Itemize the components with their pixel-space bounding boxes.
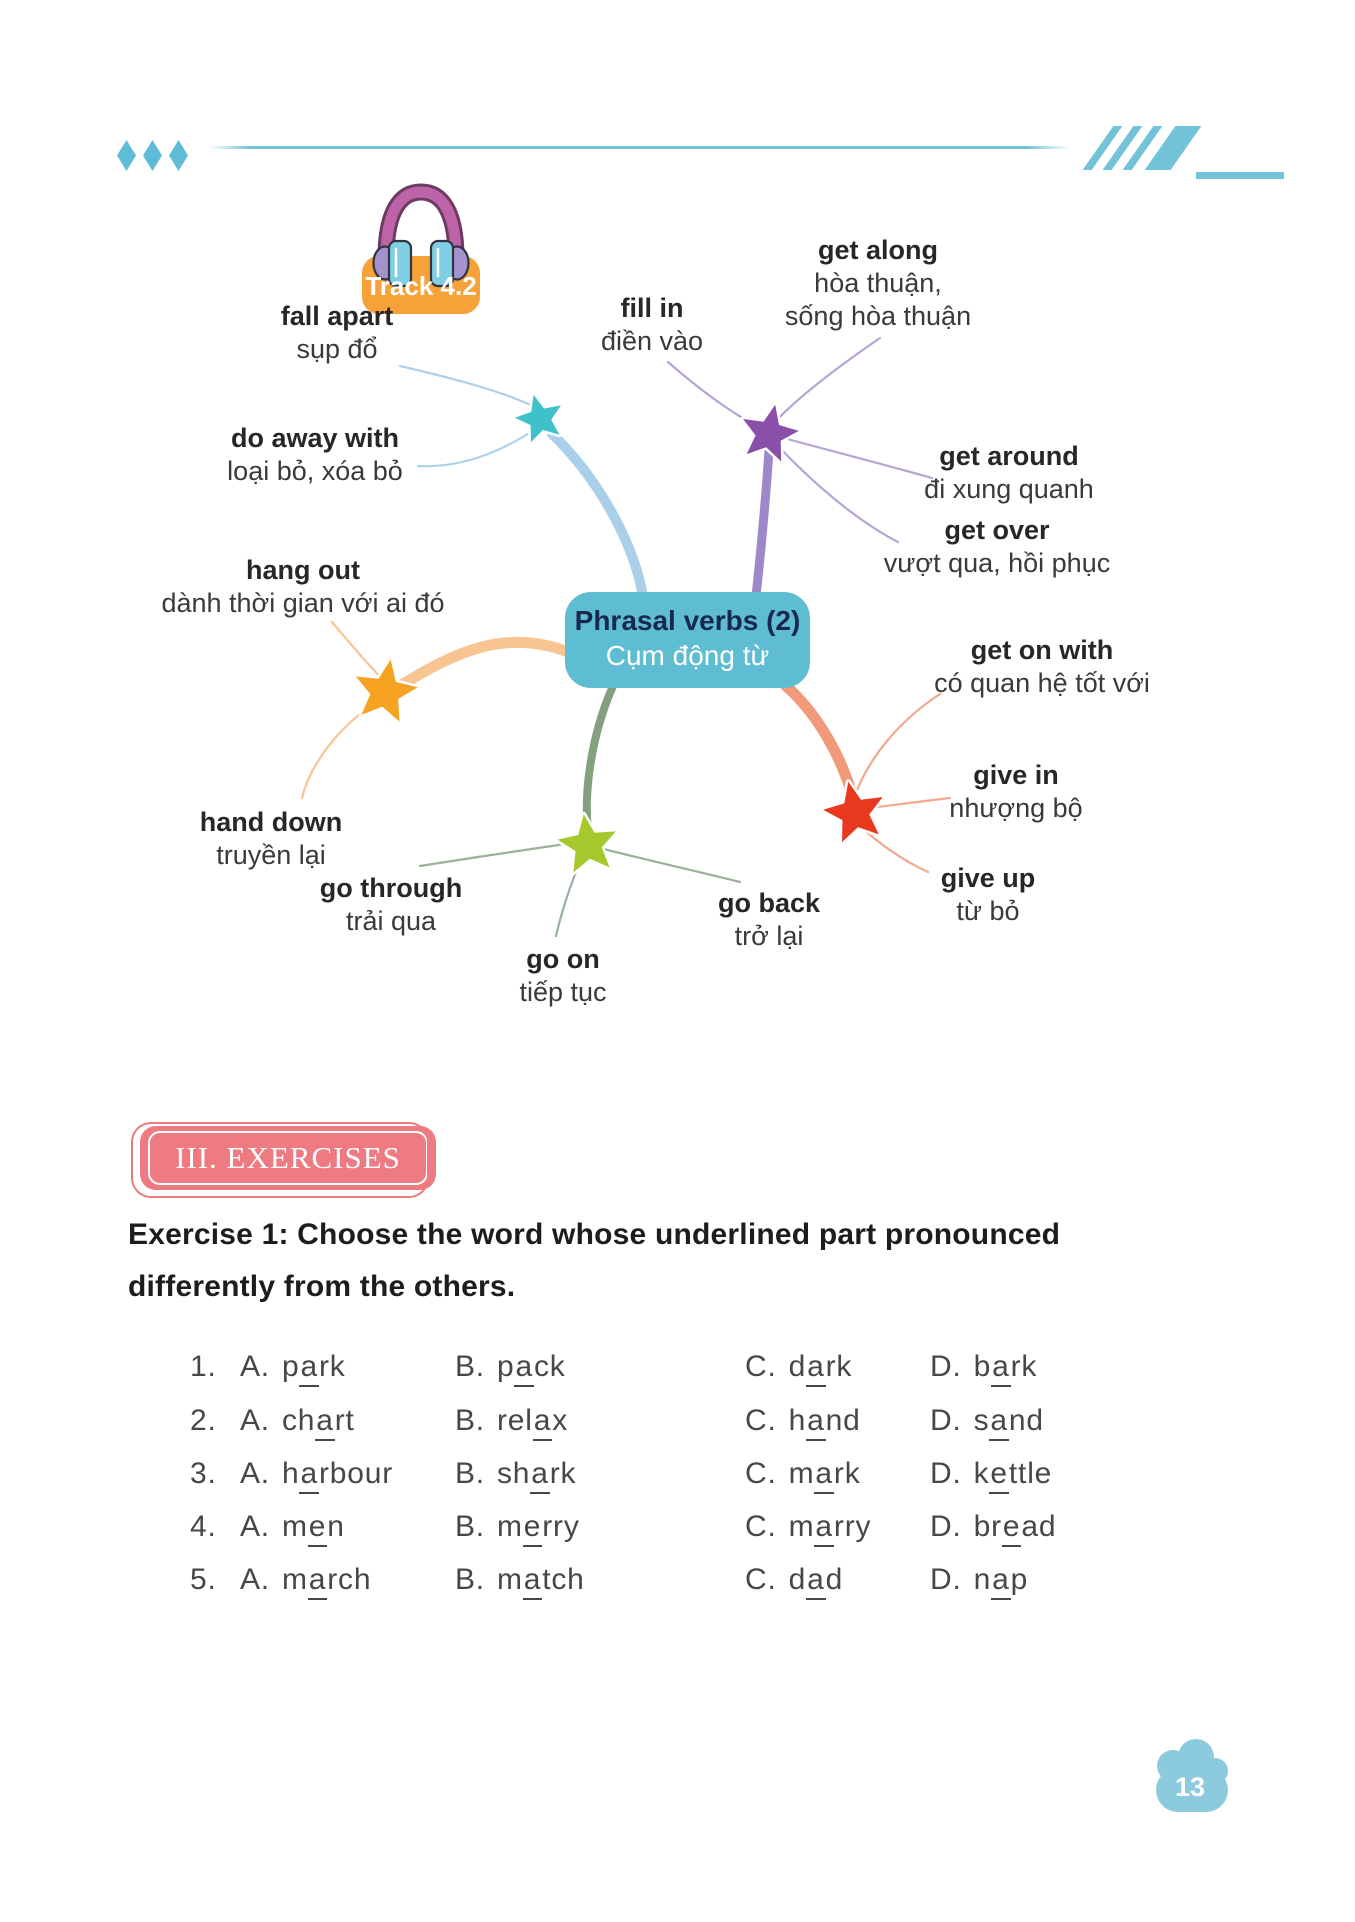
option-word-part: n (327, 1510, 345, 1543)
phrasal-verb-meaning: có quan hệ tốt với (934, 668, 1150, 698)
option-word-part: nd (1008, 1404, 1044, 1437)
option-word-part: m (281, 1510, 308, 1543)
option-underlined-part: a (806, 1404, 826, 1441)
option-word-part: rry (542, 1510, 580, 1543)
phrasal-verb-term: hang out (246, 555, 360, 585)
option-word-part: m (788, 1510, 815, 1543)
phrasal-verb-meaning: hòa thuận, (814, 268, 942, 298)
option-word-part: ttle (1008, 1457, 1053, 1490)
branch-purple (756, 450, 769, 596)
option-underlined-part: a (299, 1457, 319, 1494)
option-word-part: p (496, 1350, 515, 1383)
track-badge-label: Track 4.2 (365, 271, 477, 301)
star-icon (743, 405, 799, 462)
mindmap-label (161, 554, 444, 620)
option-word-part: rk (825, 1350, 853, 1383)
phrasal-verb-meaning: trở lại (734, 921, 804, 951)
exercise1-title-line1: Exercise 1: Choose the word whose underlined part pronounced (128, 1218, 1061, 1251)
option-underlined-part: e (308, 1510, 328, 1547)
phrasal-verb-meaning: dành thời gian với ai đó (161, 588, 445, 618)
mindmap-label (320, 872, 462, 938)
option-word-part: nd (825, 1404, 861, 1437)
option-letter: A. (240, 1404, 270, 1437)
option-word-part: br (973, 1510, 1002, 1543)
option-word-part: sh (496, 1457, 531, 1490)
mindmap-title: Phrasal verbs (2) (574, 605, 801, 636)
option-underlined-part: e (989, 1457, 1009, 1494)
branch-blue (552, 434, 643, 596)
option-word-part: s (973, 1404, 990, 1437)
phrasal-verb-term: get on with (970, 635, 1114, 665)
option-letter: B. (455, 1510, 485, 1543)
option-underlined-part: a (814, 1510, 834, 1547)
option-word-part: rt (334, 1404, 355, 1437)
mindmap-label (227, 422, 403, 488)
option-underlined-part: a (514, 1350, 534, 1387)
phrasal-verb-term: go back (717, 888, 821, 918)
option-underlined-part: a (991, 1563, 1011, 1600)
option-word-part: m (281, 1563, 308, 1596)
mindmap-subtitle: Cụm động từ (605, 640, 770, 671)
option-underlined-part: a (806, 1350, 826, 1387)
phrasal-verb-meaning: sống hòa thuận (784, 301, 972, 331)
mindmap-center-node (565, 592, 810, 688)
mindmap-label (934, 634, 1150, 700)
phrasal-verb-meaning: trải qua (345, 906, 437, 936)
phrasal-verb-term: get along (817, 235, 938, 265)
option-letter: D. (930, 1563, 962, 1596)
phrasal-verb-meaning: sụp đổ (296, 334, 378, 364)
option-word-part: m (496, 1510, 523, 1543)
option-underlined-part: a (299, 1350, 319, 1387)
option-word-part: k (973, 1457, 990, 1490)
star-icon (558, 814, 616, 872)
exercises-section-title: III. EXERCISES (175, 1140, 401, 1175)
exercise-row-number: 4. (190, 1510, 217, 1543)
branch-orange (400, 642, 568, 686)
phrasal-verb-meaning: vượt qua, hồi phục (883, 548, 1111, 578)
option-word-part: rbour (318, 1457, 393, 1490)
mindmap-label (924, 440, 1094, 506)
option-word-part: ck (533, 1350, 566, 1383)
phrasal-verb-term: go on (526, 944, 600, 974)
option-underlined-part: a (991, 1350, 1011, 1387)
option-word-part: rk (1010, 1350, 1038, 1383)
option-letter: C. (745, 1563, 777, 1596)
option-underlined-part: a (806, 1563, 826, 1600)
phrasal-verb-term: do away with (230, 423, 400, 453)
option-word-part: rk (833, 1457, 861, 1490)
option-letter: B. (455, 1404, 485, 1437)
phrasal-verb-meaning: truyền lại (216, 840, 326, 870)
option-letter: D. (930, 1457, 962, 1490)
option-letter: C. (745, 1350, 777, 1383)
option-letter: C. (745, 1510, 777, 1543)
phrasal-verb-term: go through (319, 873, 463, 903)
phrasal-verb-term: get over (944, 515, 1050, 545)
mindmap-label (519, 943, 606, 1009)
option-word-part: tch (542, 1563, 585, 1596)
mindmap-label (601, 292, 703, 358)
option-underlined-part: e (523, 1510, 543, 1547)
phrasal-verb-meaning: loại bỏ, xóa bỏ (227, 456, 403, 486)
option-word-part: h (281, 1457, 300, 1490)
option-word-part: d (788, 1350, 807, 1383)
exercise-row-number: 3. (190, 1457, 217, 1490)
option-word-part: rk (549, 1457, 577, 1490)
phrasal-verb-term: fall apart (280, 301, 394, 331)
option-word-part: ad (1021, 1510, 1057, 1543)
option-underlined-part: a (308, 1563, 328, 1600)
option-underlined-part: a (315, 1404, 335, 1441)
mindmap-label (941, 862, 1036, 928)
option-letter: A. (240, 1457, 270, 1490)
option-word-part: rry (833, 1510, 872, 1543)
option-word-part: d (825, 1563, 844, 1596)
option-letter: B. (455, 1350, 485, 1383)
phrasal-verb-term: give up (940, 863, 1036, 893)
phrasal-verb-meaning: tiếp tục (519, 977, 607, 1007)
star-icon (823, 782, 883, 843)
option-underlined-part: a (814, 1457, 834, 1494)
mindmap-label (785, 234, 971, 333)
mindmap-label (200, 806, 342, 872)
option-word-part: x (552, 1404, 569, 1437)
option-word-part: rch (327, 1563, 372, 1596)
exercise1-title-line2: differently from the others. (128, 1270, 516, 1303)
mindmap-label (884, 514, 1110, 580)
branch-green (587, 686, 613, 830)
option-word-part: m (788, 1457, 815, 1490)
page-number: 13 (1174, 1772, 1206, 1802)
option-letter: B. (455, 1457, 485, 1490)
option-letter: A. (240, 1563, 270, 1596)
exercise-row-number: 1. (190, 1350, 217, 1383)
phrasal-verb-meaning: điền vào (600, 326, 704, 356)
option-word-part: d (788, 1563, 807, 1596)
mindmap-label (718, 887, 820, 953)
option-letter: A. (240, 1350, 270, 1383)
option-word-part: n (973, 1563, 992, 1596)
phrasal-verb-term: hand down (199, 807, 343, 837)
star-icon (356, 660, 418, 722)
option-letter: A. (240, 1510, 270, 1543)
phrasal-verb-meaning: nhượng bộ (949, 793, 1083, 823)
option-letter: C. (745, 1457, 777, 1490)
option-word-part: rel (496, 1404, 533, 1437)
option-underlined-part: a (523, 1563, 543, 1600)
option-word-part: b (973, 1350, 992, 1383)
option-underlined-part: e (1002, 1510, 1022, 1547)
option-word-part: m (496, 1563, 523, 1596)
option-word-part: ch (281, 1404, 316, 1437)
exercise-row-number: 5. (190, 1563, 217, 1596)
option-word-part: h (788, 1404, 807, 1437)
option-word-part: rk (318, 1350, 346, 1383)
exercise-row-number: 2. (190, 1404, 217, 1437)
phrasal-verb-term: give in (973, 760, 1059, 790)
option-word-part: p (281, 1350, 300, 1383)
mindmap-label (949, 759, 1082, 825)
option-underlined-part: a (530, 1457, 550, 1494)
option-letter: B. (455, 1563, 485, 1596)
option-letter: D. (930, 1510, 962, 1543)
branch-salmon (786, 686, 853, 798)
option-word-part: p (1010, 1563, 1029, 1596)
phrasal-verb-term: fill in (620, 293, 684, 323)
phrasal-verb-meaning: từ bỏ (956, 896, 1020, 926)
exercises-section-header (140, 1126, 436, 1190)
option-letter: D. (930, 1404, 962, 1437)
option-underlined-part: a (533, 1404, 553, 1441)
option-letter: D. (930, 1350, 962, 1383)
option-letter: C. (745, 1404, 777, 1437)
phrasal-verb-term: get around (939, 441, 1079, 471)
option-underlined-part: a (989, 1404, 1009, 1441)
phrasal-verb-meaning: đi xung quanh (924, 474, 1094, 504)
